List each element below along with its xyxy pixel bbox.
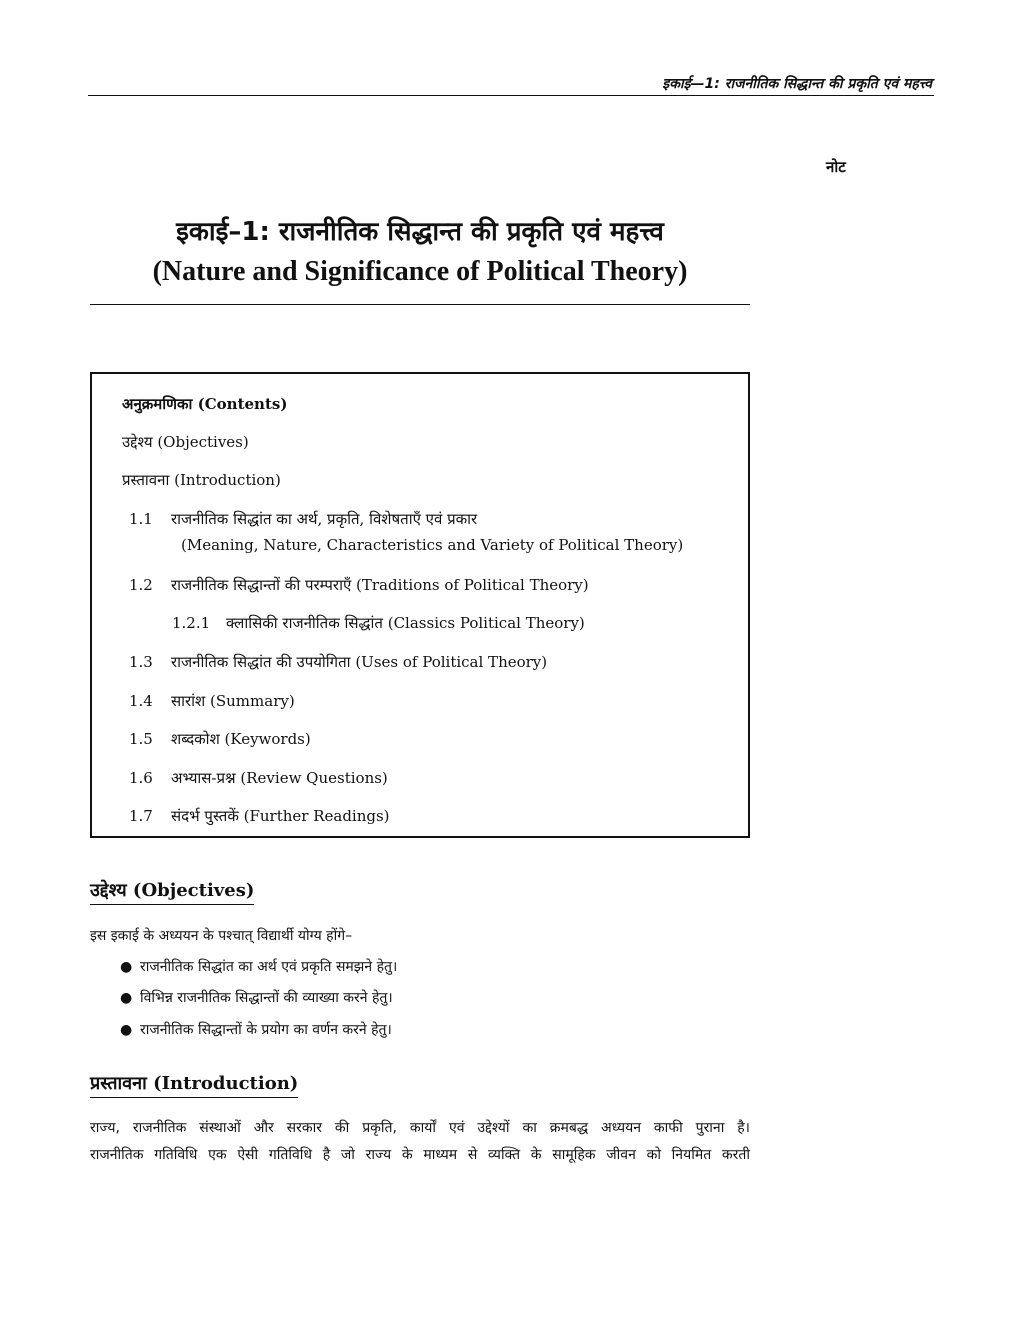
objective-bullet-text: राजनीतिक सिद्धांत का अर्थ एवं प्रकृति समझने हेतु। — [140, 959, 398, 975]
toc-item-text: राजनीतिक सिद्धांत की उपयोगिता (Uses of Political Theory) — [171, 653, 548, 671]
toc-item — [129, 768, 388, 788]
toc-item-text: राजनीतिक सिद्धांत का अर्थ, प्रकृति, विशेषताएँ एवं प्रकार — [171, 510, 478, 528]
title-rule — [90, 304, 750, 305]
introduction-heading: प्रस्तावना (Introduction) — [90, 1071, 298, 1098]
toc-item-number: 1.3 — [129, 653, 153, 671]
toc-item-number: 1.4 — [129, 692, 153, 710]
toc-introduction: प्रस्तावना (Introduction) — [122, 471, 281, 489]
toc-item — [129, 729, 311, 749]
toc-item-subtext: (Meaning, Nature, Characteristics and Variety of Political Theory) — [181, 536, 684, 554]
bullet-dot-icon: ● — [120, 959, 133, 975]
objectives-heading: उद्देश्य (Objectives) — [90, 878, 254, 905]
objective-bullet — [120, 957, 397, 976]
unit-title-english: (Nature and Significance of Political Theory) — [152, 256, 688, 287]
toc-item — [129, 509, 477, 529]
toc-item-text: सारांश (Summary) — [171, 692, 295, 710]
contents-heading: अनुक्रमणिका (Contents) — [122, 395, 288, 413]
introduction-paragraph-line: राज्य, राजनीतिक संस्थाओं और सरकार की प्रकृति, कार्यों एवं उद्देश्यों का क्रमबद्ध अध्ययन काफी पुराना है। — [90, 1120, 750, 1136]
header-rule — [88, 95, 934, 96]
toc-item-number: 1.5 — [129, 730, 153, 748]
toc-item — [129, 691, 295, 711]
toc-item-number: 1.2 — [129, 576, 153, 594]
toc-item-text: शब्दकोश (Keywords) — [171, 730, 311, 748]
toc-item — [129, 575, 589, 595]
running-header: इकाई—1: राजनीतिक सिद्धान्त की प्रकृति एवं महत्त्व — [662, 76, 932, 92]
introduction-paragraph-line: राजनीतिक गतिविधि एक ऐसी गतिविधि है जो राज्य के माध्यम से व्यक्ति के सामूहिक जीवन को नियमित करती — [90, 1147, 750, 1163]
bullet-dot-icon: ● — [120, 1022, 133, 1038]
toc-item-number: 1.2.1 — [172, 614, 211, 632]
toc-item — [129, 806, 390, 826]
toc-item-text: संदर्भ पुस्तकें (Further Readings) — [171, 807, 390, 825]
toc-item-number: 1.1 — [129, 510, 153, 528]
toc-item-number: 1.7 — [129, 807, 153, 825]
objective-bullet — [120, 988, 393, 1007]
toc-objectives: उद्देश्य (Objectives) — [122, 433, 249, 451]
unit-title-hindi: इकाई–1: राजनीतिक सिद्धान्त की प्रकृति एवं महत्त्व — [176, 217, 664, 247]
objective-bullet — [120, 1020, 392, 1039]
objectives-intro: इस इकाई के अध्ययन के पश्चात् विद्यार्थी योग्य होंगे– — [90, 928, 353, 944]
toc-subitem — [172, 613, 585, 633]
objective-bullet-text: राजनीतिक सिद्धान्तों के प्रयोग का वर्णन करने हेतु। — [140, 1022, 392, 1038]
toc-item-number: 1.6 — [129, 769, 153, 787]
bullet-dot-icon: ● — [120, 990, 133, 1006]
toc-item-text: क्लासिकी राजनीतिक सिद्धांत (Classics Political Theory) — [226, 614, 585, 632]
toc-item — [129, 652, 547, 672]
unit-title — [90, 212, 750, 292]
toc-item-text: राजनीतिक सिद्धान्तों की परम्पराएँ (Traditions of Political Theory) — [171, 576, 589, 594]
margin-note: नोट — [826, 158, 846, 176]
toc-item-text: अभ्यास-प्रश्न (Review Questions) — [171, 769, 388, 787]
objective-bullet-text: विभिन्न राजनीतिक सिद्धान्तों की व्याख्या करने हेतु। — [140, 990, 393, 1006]
contents-box — [90, 372, 750, 838]
